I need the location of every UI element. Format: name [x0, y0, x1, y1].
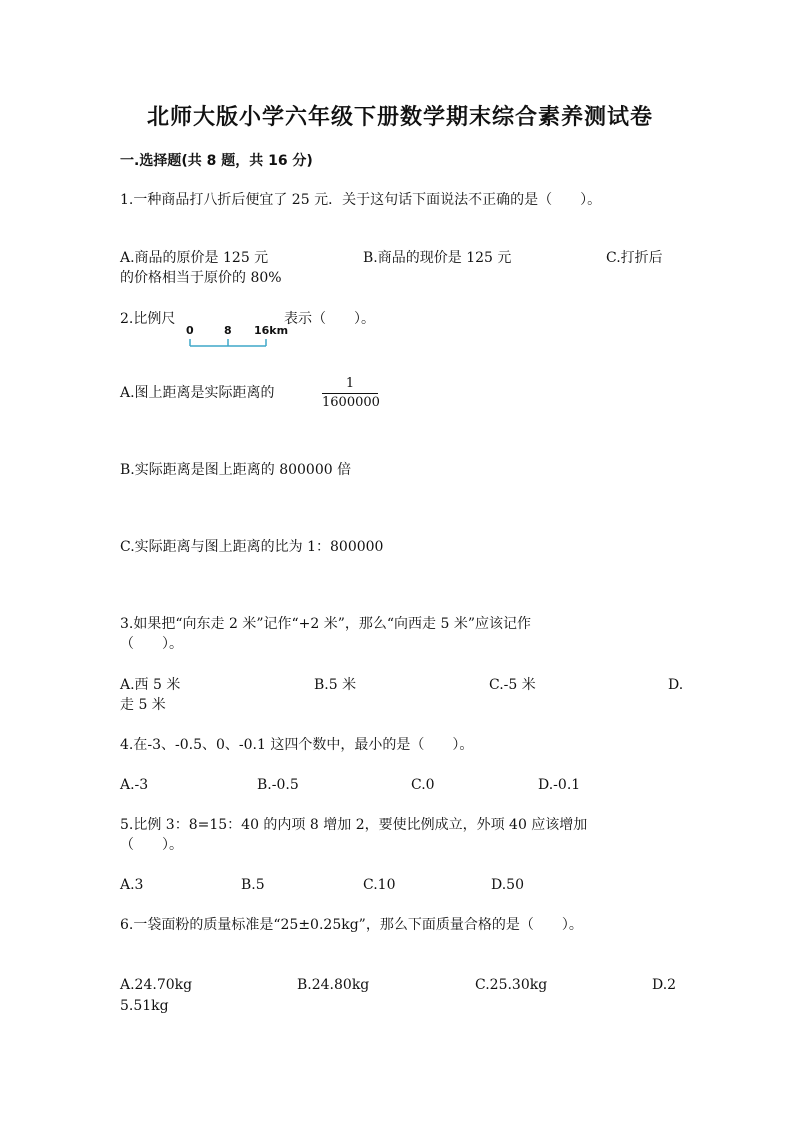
question-4-stem: 4.在-3、-0.5、0、-0.1 这四个数中，最小的是（ ）。 [120, 737, 474, 753]
question-4-option-d: D.-0.1 [538, 777, 581, 793]
question-1-option-c-continued: 的价格相当于原价的 80% [120, 270, 282, 286]
question-6-stem: 6.一袋面粉的质量标准是“25±0.25kg”，那么下面质量合格的是（ ）。 [120, 917, 583, 933]
question-2-option-a: A.图上距离是实际距离的 [120, 385, 275, 401]
question-2-option-a-fraction [322, 376, 378, 411]
question-3-option-d-continued: 走 5 米 [120, 697, 166, 713]
fraction-bar [322, 393, 378, 394]
question-6-option-d-continued: 5.51kg [120, 998, 169, 1014]
fraction-numerator: 1 [345, 376, 355, 391]
question-2-stem-suffix: 表示（ ）。 [284, 311, 375, 327]
question-2-option-c: C.实际距离与图上距离的比为 1：800000 [120, 539, 384, 555]
question-5-option-a: A.3 [120, 877, 144, 893]
scale-bar-figure [186, 324, 289, 348]
question-3-option-b: B.5 米 [314, 677, 357, 693]
question-5-stem: 5.比例 3：8=15：40 的内项 8 增加 2，要使比例成立，外项 40 应该增加 [120, 817, 588, 833]
fraction-denominator: 1600000 [322, 395, 380, 410]
question-5-option-b: B.5 [241, 877, 265, 893]
question-4-option-a: A.-3 [120, 777, 149, 793]
question-6-option-d: D.2 [652, 977, 677, 993]
question-6-option-a: A.24.70kg [120, 977, 193, 993]
scale-tick-label-0: 0 [186, 324, 194, 337]
question-3-option-c: C.-5 米 [489, 677, 536, 693]
scale-bar-line [186, 336, 276, 348]
question-6-option-c: C.25.30kg [475, 977, 548, 993]
question-5-stem-continued: （ ）。 [120, 837, 183, 853]
question-4-option-b: B.-0.5 [257, 777, 299, 793]
question-3-stem-continued: （ ）。 [120, 636, 183, 652]
question-3-option-a: A.西 5 米 [120, 677, 181, 693]
question-5-option-d: D.50 [491, 877, 524, 893]
question-1-option-a: A.商品的原价是 125 元 [120, 250, 269, 266]
scale-tick-label-16km: 16km [254, 324, 289, 337]
question-5-option-c: C.10 [363, 877, 396, 893]
question-1-option-c: C.打折后 [606, 250, 663, 266]
question-1-option-b: B.商品的现价是 125 元 [363, 250, 512, 266]
section-heading: 一.选择题(共 8 题，共 16 分) [120, 153, 313, 169]
question-6-option-b: B.24.80kg [297, 977, 370, 993]
question-2-stem-prefix: 2.比例尺 [120, 311, 176, 327]
page-title: 北师大版小学六年级下册数学期末综合素养测试卷 [146, 105, 653, 130]
question-3-stem: 3.如果把“向东走 2 米”记作“+2 米”，那么“向西走 5 米”应该记作 [120, 616, 532, 632]
question-1-stem: 1.一种商品打八折后便宜了 25 元．关于这句话下面说法不正确的是（ ）。 [120, 192, 602, 208]
question-3-option-d: D. [668, 677, 684, 693]
question-2-option-b: B.实际距离是图上距离的 800000 倍 [120, 462, 352, 478]
scale-tick-label-8: 8 [224, 324, 232, 337]
question-4-option-c: C.0 [411, 777, 435, 793]
